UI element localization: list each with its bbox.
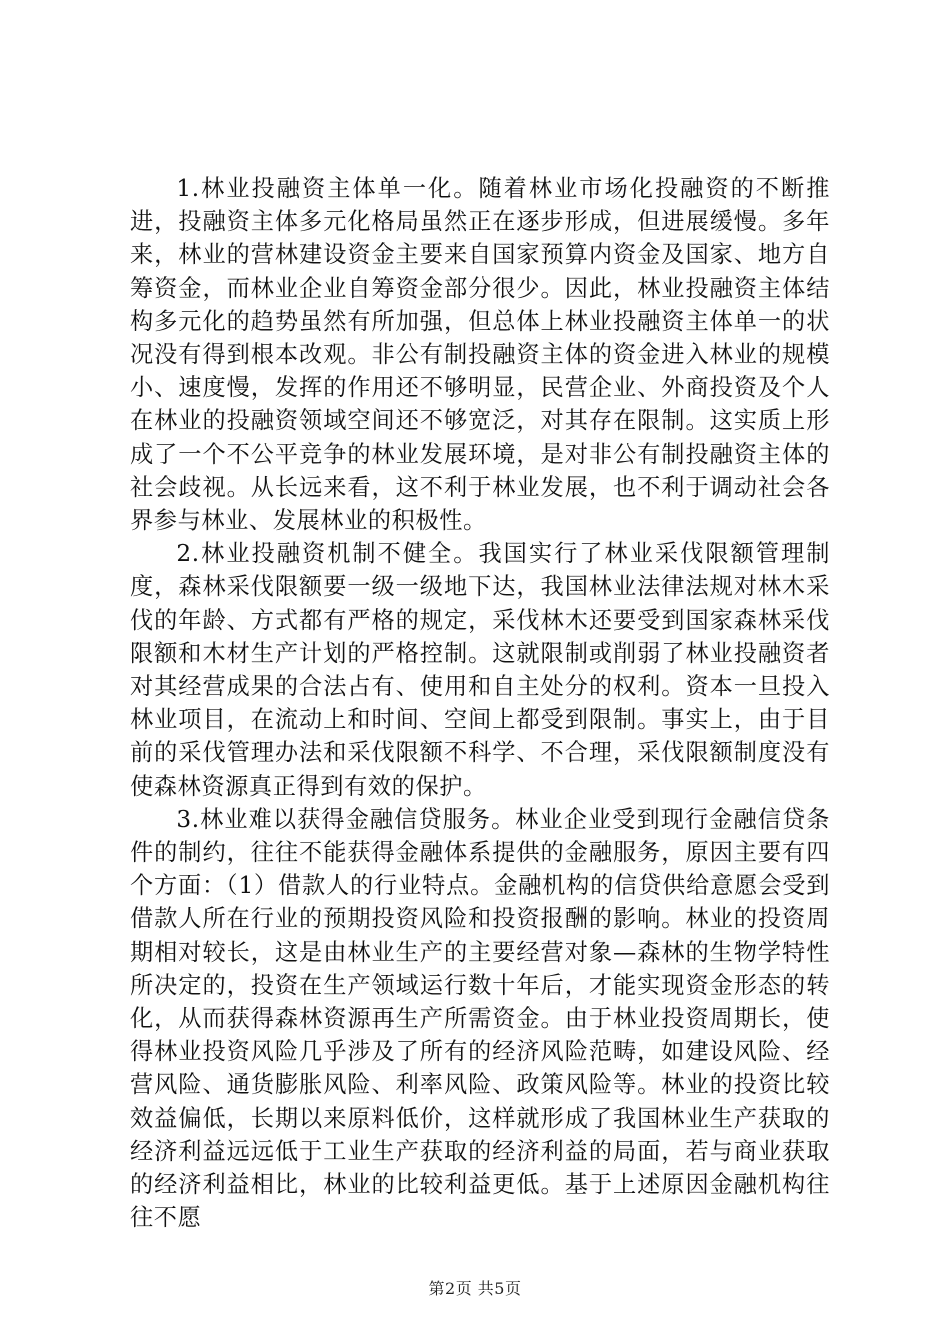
page-footer <box>0 1276 950 1299</box>
page-total: 共5页 <box>477 1279 522 1298</box>
document-body <box>130 172 830 1235</box>
page-number: 第2页 <box>428 1279 473 1298</box>
paragraph-1: 1.林业投融资主体单一化。随着林业市场化投融资的不断推进，投融资主体多元化格局虽然正在逐步形成，但进展缓慢。多年来，林业的营林建设资金主要来自国家预算内资金及国家、地方自筹资金，而林业企业自筹资金部分很少。因此，林业投融资主体结构多元化的趋势虽然有所加强，但总体上林业投融资主体单一的状况没有得到根本改观。非公有制投融资主体的资金进入林业的规模小、速度慢，发挥的作用还不够明显，民营企业、外商投资及个人在林业的投融资领域空间还不够宽泛，对其存在限制。这实质上形成了一个不公平竞争的林业发展环境，是对非公有制投融资主体的社会歧视。从长远来看，这不利于林业发展，也不利于调动社会各界参与林业、发展林业的积极性。 <box>130 175 830 535</box>
paragraph-2: 2.林业投融资机制不健全。我国实行了林业采伐限额管理制度，森林采伐限额要一级一级地下达，我国林业法律法规对林木采伐的年龄、方式都有严格的规定，采伐林木还要受到国家森林采伐限额和木材生产计划的严格控制。这就限制或削弱了林业投融资者对其经营成果的合法占有、使用和自主处分的权利。资本一旦投入林业项目，在流动上和时间、空间上都受到限制。事实上，由于目前的采伐管理办法和采伐限额不科学、不合理，采伐限额制度没有使森林资源真正得到有效的保护。 <box>130 540 830 800</box>
paragraph-3: 3.林业难以获得金融信贷服务。林业企业受到现行金融信贷条件的制约，往往不能获得金融体系提供的金融服务，原因主要有四个方面：（1）借款人的行业特点。金融机构的信贷供给意愿会受到借款人所在行业的预期投资风险和投资报酬的影响。林业的投资周期相对较长，这是由林业生产的主要经营对象—森林的生物学特性所决定的，投资在生产领域运行数十年后，才能实现资金形态的转化，从而获得森林资源再生产所需资金。由于林业投资周期长，使得林业投资风险几乎涉及了所有的经济风险范畴，如建设风险、经营风险、通货膨胀风险、利率风险、政策风险等。林业的投资比较效益偏低，长期以来原料低价，这样就形成了我国林业生产获取的经济利益远远低于工业生产获取的经济利益的局面，若与商业获取的经济利益相比，林业的比较利益更低。基于上述原因金融机构往往不愿 <box>130 805 830 1232</box>
